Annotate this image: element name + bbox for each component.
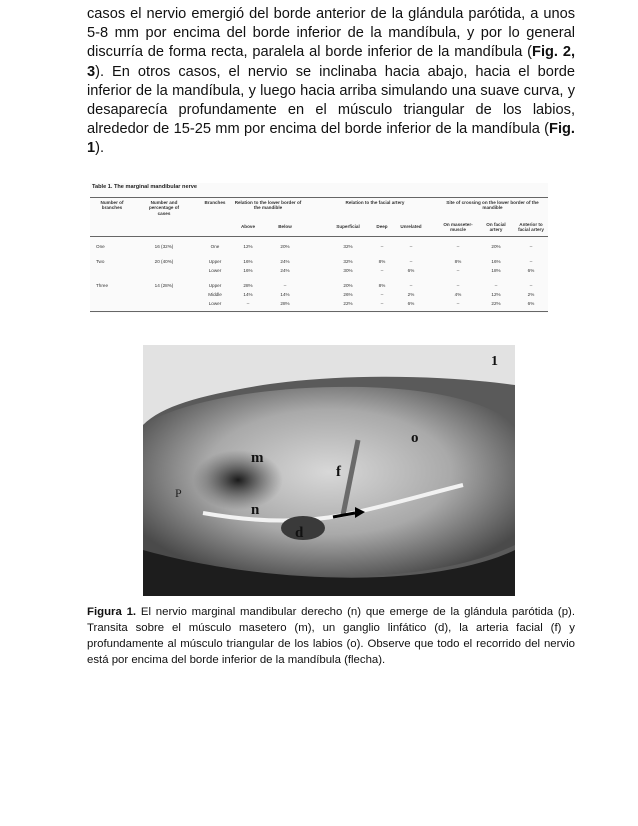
label-o: o bbox=[411, 430, 419, 446]
table-cell-above: 12% bbox=[243, 244, 253, 249]
label-f: f bbox=[336, 464, 341, 480]
caption-text: El nervio marginal mandibular derecho (n) que emerge de la glándula parótida (p). Transita sobre el músculo masetero (m), un ganglio linfático (d), la arteria facial (f) y profundamente al músculo triangular de los labios (o). Observe que todo el recorrido del nervio está por encima del borde inferior de la mandíbula (flecha). bbox=[87, 606, 575, 667]
table-cell-above: 28% bbox=[243, 283, 253, 288]
table-cell-cases: 16 (32%) bbox=[154, 244, 174, 249]
table-cell-above: – bbox=[246, 301, 250, 306]
table-cell-anterior: – bbox=[529, 283, 533, 288]
table-cell-unrelated: – bbox=[409, 283, 413, 288]
caption-label: Figura 1. bbox=[87, 606, 137, 618]
table-cell-deep: – bbox=[380, 268, 384, 273]
hdr-number-of-branches: Number of branches bbox=[100, 200, 124, 211]
para-text-2: ). En otros casos, el nervio se inclinaba hacia abajo, hacia el borde inferior de la mandíbula, y luego hacia arriba simulando una suave curva, y desaparecía profundamente en el músculo triangular de los labios, alrededor de 15-25 mm por encima del borde inferior de la mandíbula ( bbox=[87, 63, 575, 138]
table-cell-anterior: – bbox=[529, 244, 533, 249]
table-cell-anterior: 6% bbox=[527, 301, 535, 306]
table-cell-superficial: 30% bbox=[343, 268, 353, 273]
table-cell-unrelated: – bbox=[409, 259, 413, 264]
table-bottom-rule bbox=[90, 311, 548, 312]
table-cell-above: 14% bbox=[243, 292, 253, 297]
hdr-branches: Branches bbox=[204, 200, 226, 205]
table-cell-facial: 22% bbox=[491, 301, 501, 306]
table-cell-superficial: 20% bbox=[343, 283, 353, 288]
para-text-1: casos el nervio emergió del borde anterior de la glándula parótida, a unos 5-8 mm por encima del borde inferior de la mandíbula, y por lo general discurría de forma recta, paralela al borde inferior de la mandíbula ( bbox=[87, 6, 575, 61]
table-cell-branch: One bbox=[210, 244, 220, 249]
hdr-on-masseter: On masseter-muscle bbox=[443, 222, 473, 233]
fig-ref-1: Fig. 1 bbox=[87, 121, 575, 157]
table-cell-anterior: – bbox=[529, 259, 533, 264]
table-cell-above: 16% bbox=[243, 268, 253, 273]
table-cell-unrelated: – bbox=[409, 244, 413, 249]
table-cell-masseter: – bbox=[456, 268, 460, 273]
table-cell-below: 24% bbox=[280, 259, 290, 264]
dissection-photo bbox=[143, 345, 515, 596]
table-cell-below: 20% bbox=[280, 244, 290, 249]
dissection-photo-image bbox=[143, 345, 515, 596]
table-cell-superficial: 22% bbox=[343, 301, 353, 306]
table-cell-facial: 18% bbox=[491, 268, 501, 273]
hdr-below: Below bbox=[278, 224, 292, 229]
table-cell-deep: – bbox=[380, 301, 384, 306]
table-cell-unrelated: 6% bbox=[407, 301, 415, 306]
table-cell-group: Two bbox=[96, 259, 105, 264]
table-cell-deep: – bbox=[380, 244, 384, 249]
hdr-unrelated: Unrelated bbox=[400, 224, 422, 229]
table-cell-below: 24% bbox=[280, 268, 290, 273]
table-top-rule bbox=[90, 197, 548, 198]
table-cell-masseter: – bbox=[456, 283, 460, 288]
table-cell-deep: 8% bbox=[378, 259, 386, 264]
hdr-number-percentage: Number and percentage of cases bbox=[148, 200, 180, 216]
figure-caption bbox=[87, 604, 575, 668]
hdr-anterior-facial-artery: Anterior to facial artery bbox=[518, 222, 544, 233]
table-cell-unrelated: 2% bbox=[407, 292, 415, 297]
table-cell-branch: Upper bbox=[208, 259, 222, 264]
hdr-on-facial-artery: On facial artery bbox=[486, 222, 506, 233]
hdr-above: Above bbox=[240, 224, 256, 229]
table-cell-superficial: 26% bbox=[343, 292, 353, 297]
table-cell-masseter: 8% bbox=[454, 259, 462, 264]
table-cell-group: Three bbox=[96, 283, 109, 288]
label-d: d bbox=[295, 525, 304, 541]
table-cell-masseter: – bbox=[456, 244, 460, 249]
dark-region bbox=[193, 450, 283, 510]
table-cell-masseter: 4% bbox=[454, 292, 462, 297]
hdr-superficial: Superficial bbox=[336, 224, 360, 229]
table-cell-facial: 12% bbox=[491, 292, 501, 297]
table-cell-branch: Upper bbox=[208, 283, 222, 288]
hdr-relation-lower-border: Relation to the lower border of the mandible bbox=[234, 200, 302, 211]
table-title: Table 1. The marginal mandibular nerve bbox=[92, 184, 197, 190]
hdr-deep: Deep bbox=[376, 224, 388, 229]
body-paragraph bbox=[87, 5, 575, 159]
table-cell-below: – bbox=[283, 283, 287, 288]
table-cell-cases: 20 (40%) bbox=[154, 259, 174, 264]
table-cell-anterior: 2% bbox=[527, 292, 535, 297]
table-cell-branch: Middle bbox=[208, 292, 222, 297]
table-header-rule bbox=[90, 236, 548, 237]
table-cell-superficial: 32% bbox=[343, 244, 353, 249]
table-cell-facial: 20% bbox=[491, 244, 501, 249]
table-cell-branch: Lower bbox=[208, 268, 222, 273]
table-cell-deep: – bbox=[380, 292, 384, 297]
table-cell-below: 28% bbox=[280, 301, 290, 306]
table-cell-masseter: – bbox=[456, 301, 460, 306]
table-cell-unrelated: 6% bbox=[407, 268, 415, 273]
fig-ref-2-3: Fig. 2, 3 bbox=[87, 44, 575, 80]
table-cell-branch: Lower bbox=[208, 301, 222, 306]
table-cell-anterior: 6% bbox=[527, 268, 535, 273]
table-cell-facial: – bbox=[494, 283, 498, 288]
para-text-3: ). bbox=[95, 140, 105, 157]
label-m: m bbox=[251, 450, 264, 466]
table-figure bbox=[90, 183, 548, 313]
label-one: 1 bbox=[491, 354, 498, 369]
label-p: P bbox=[175, 486, 182, 500]
table-cell-below: 14% bbox=[280, 292, 290, 297]
table-cell-deep: 8% bbox=[378, 283, 386, 288]
table-cell-superficial: 32% bbox=[343, 259, 353, 264]
table-cell-facial: 16% bbox=[491, 259, 501, 264]
hdr-site-crossing: Site of crossing on the lower border of the mandible bbox=[446, 200, 539, 211]
table-cell-group: One bbox=[96, 244, 105, 249]
table-cell-cases: 14 (28%) bbox=[154, 283, 174, 288]
table-cell-above: 16% bbox=[243, 259, 253, 264]
hdr-relation-facial-artery: Relation to the facial artery bbox=[345, 200, 405, 205]
label-n: n bbox=[251, 502, 260, 518]
